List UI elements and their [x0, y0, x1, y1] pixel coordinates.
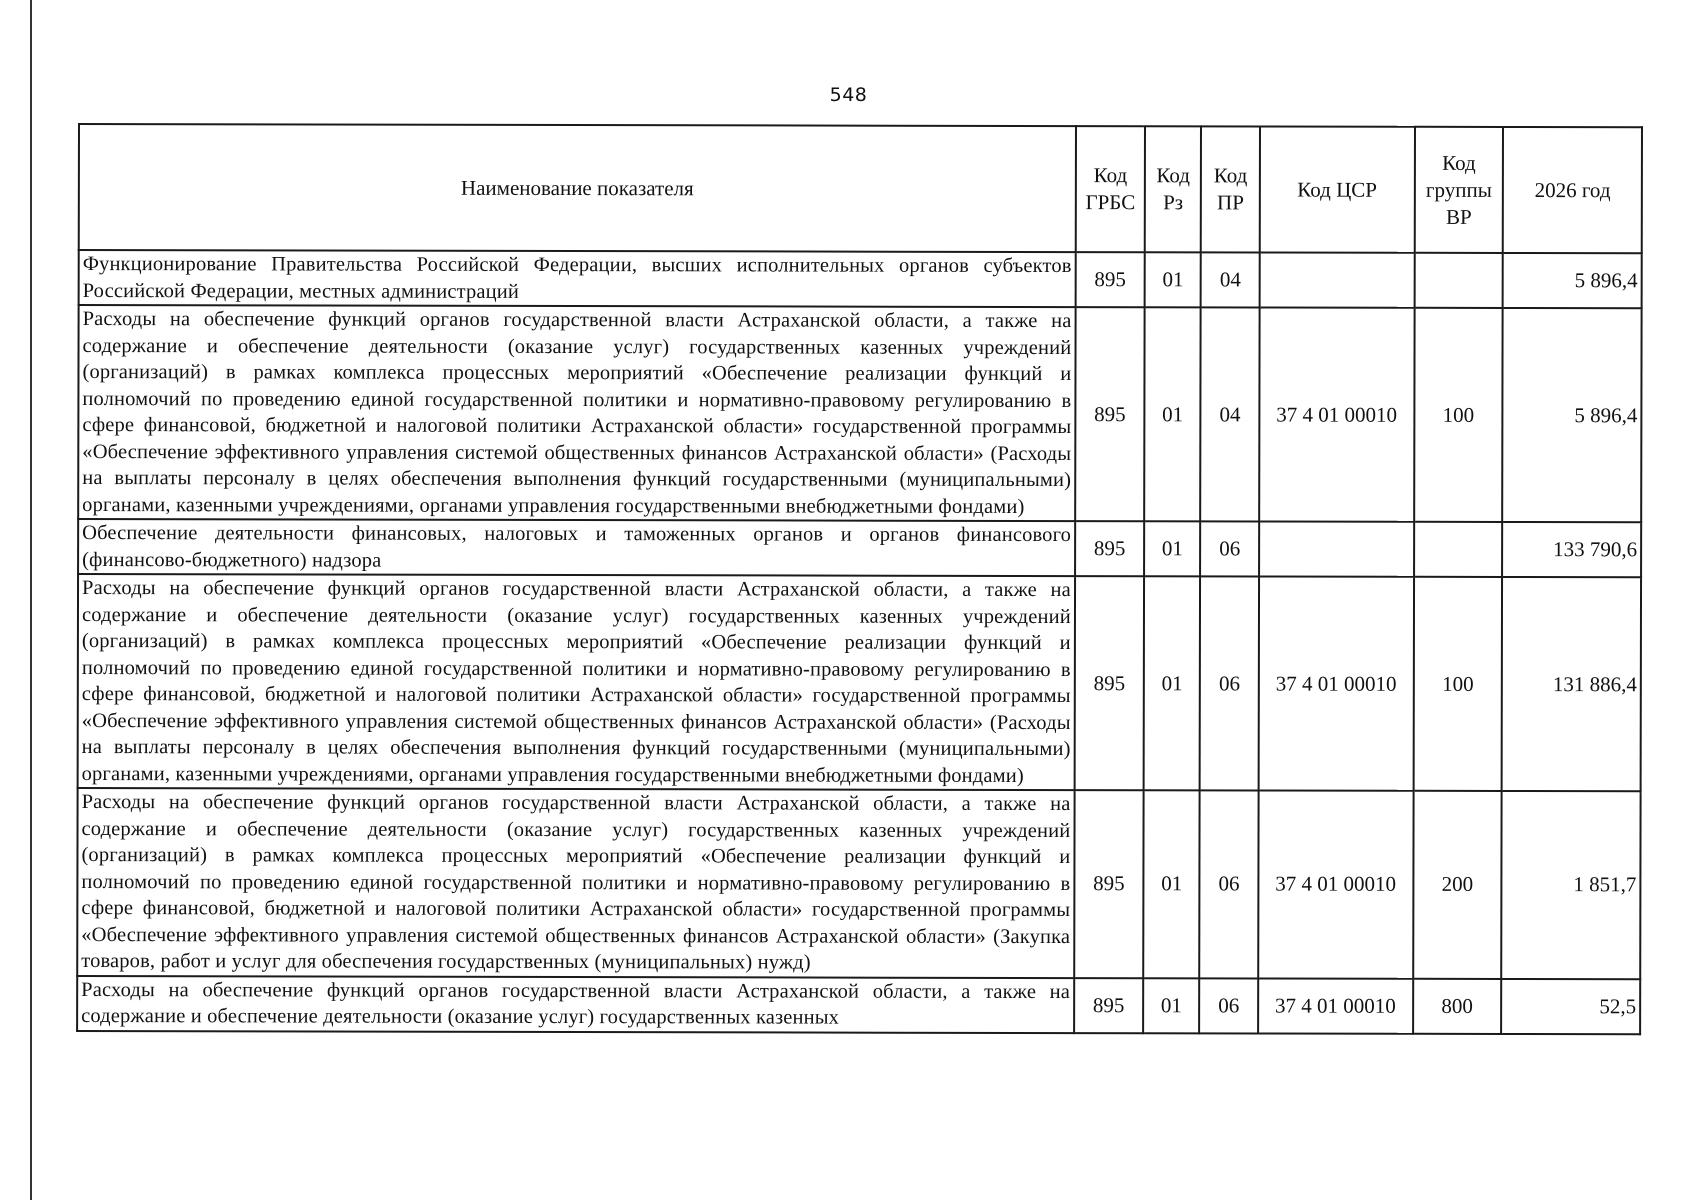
- page-number: 548: [829, 84, 868, 106]
- row-vr: 800: [1413, 978, 1502, 1033]
- row-csr: [1259, 252, 1414, 307]
- row-amount: 5 896,4: [1503, 308, 1642, 522]
- page-margin-line: [30, 0, 32, 1200]
- row-name-text: Расходы на обеспечение функций органов государственной власти Астраханской области, а также на содержание и обеспечение деятельности (оказание услуг) государственных казенных: [81, 978, 1071, 1029]
- row-pr: 06: [1200, 576, 1259, 790]
- table-row: [78, 574, 1641, 791]
- header-year: 2026 год: [1503, 127, 1642, 253]
- row-csr: 37 4 01 00010: [1258, 576, 1413, 790]
- row-pr: 06: [1200, 521, 1259, 576]
- row-amount: 1 851,7: [1502, 791, 1641, 979]
- row-vr: 100: [1413, 577, 1502, 791]
- row-vr: 200: [1413, 791, 1502, 979]
- row-pr: 06: [1200, 978, 1259, 1033]
- row-name: Обеспечение деятельности финансовых, налоговых и таможенных органов и органов финансового (финансово-бюджетного) надзора: [78, 519, 1075, 576]
- row-grbs: 895: [1075, 521, 1144, 576]
- row-pr: 04: [1201, 252, 1260, 307]
- row-name: Расходы на обеспечение функций органов государственной власти Астраханской области, а также на содержание и обеспечение деятельности (оказание услуг) государственных казенных учреждений (организаций) в рамках комплекса процессных мероприятий «Обеспечение реализации функций и полномочий по проведению единой государственной политики и нормативно-правовому регулированию в сфере финансовой, бюджетной и налоговой политики Астраханской области» государственной программы «Обеспечение эффективного управления системой общественных финансов Астраханской области» (Расходы на выплаты персоналу в целях обеспечения выполнения функций государственными (муниципальными) органами, казенными учреждениями, органами управления государственными внебюджетными фондами): [78, 305, 1075, 521]
- row-amount: 5 896,4: [1503, 253, 1642, 308]
- row-rz: 01: [1144, 521, 1200, 576]
- row-grbs: 895: [1074, 790, 1144, 978]
- header-csr: Код ЦСР: [1260, 126, 1415, 252]
- header-vr: Код группы ВР: [1414, 127, 1503, 253]
- header-name: Наименование показателя: [79, 124, 1076, 252]
- table-row: [77, 976, 1640, 1034]
- row-pr: 04: [1201, 307, 1260, 521]
- table-row: [78, 305, 1641, 522]
- row-grbs: 895: [1075, 307, 1145, 521]
- row-grbs: 895: [1074, 576, 1144, 790]
- row-rz: 01: [1144, 307, 1201, 521]
- table-header-row: [79, 124, 1642, 253]
- table-row: [78, 519, 1641, 577]
- header-grbs: Код ГРБС: [1076, 126, 1146, 252]
- row-amount: 52,5: [1502, 978, 1641, 1033]
- row-name-truncated: [77, 976, 1074, 1033]
- header-pr: Код ПР: [1201, 126, 1260, 252]
- row-csr: 37 4 01 00010: [1259, 307, 1414, 521]
- row-vr: [1414, 253, 1503, 308]
- row-pr: 06: [1200, 790, 1259, 978]
- row-name: Функционирование Правительства Российской Федерации, высших исполнительных органов субъектов Российской Федерации, местных администраций: [79, 250, 1076, 307]
- header-rz: Код Рз: [1145, 126, 1202, 252]
- row-grbs: 895: [1076, 252, 1145, 307]
- row-csr: 37 4 01 00010: [1258, 790, 1413, 978]
- row-rz: 01: [1145, 252, 1201, 307]
- row-amount: 133 790,6: [1502, 522, 1641, 577]
- row-vr: [1414, 522, 1503, 577]
- table-row: [77, 788, 1640, 979]
- row-vr: 100: [1414, 308, 1503, 522]
- row-rz: 01: [1144, 576, 1201, 790]
- row-grbs: 895: [1074, 978, 1143, 1033]
- table-row: [79, 250, 1642, 308]
- row-rz: 01: [1143, 790, 1200, 978]
- budget-table: [76, 123, 1643, 1035]
- row-name: Расходы на обеспечение функций органов государственной власти Астраханской области, а также на содержание и обеспечение деятельности (оказание услуг) государственных казенных учреждений (организаций) в рамках комплекса процессных мероприятий «Обеспечение реализации функций и полномочий по проведению единой государственной политики и нормативно-правовому регулированию в сфере финансовой, бюджетной и налоговой политики Астраханской области» государственной программы «Обеспечение эффективного управления системой общественных финансов Астраханской области» (Расходы на выплаты персоналу в целях обеспечения выполнения функций государственными (муниципальными) органами, казенными учреждениями, органами управления государственными внебюджетными фондами): [78, 574, 1075, 790]
- row-csr: [1259, 521, 1414, 576]
- row-rz: 01: [1143, 978, 1199, 1033]
- row-csr: 37 4 01 00010: [1258, 978, 1413, 1033]
- row-amount: 131 886,4: [1502, 577, 1641, 791]
- row-name: Расходы на обеспечение функций органов государственной власти Астраханской области, а также на содержание и обеспечение деятельности (оказание услуг) государственных казенных учреждений (организаций) в рамках комплекса процессных мероприятий «Обеспечение реализации функций и полномочий по проведению единой государственной политики и нормативно-правовому регулированию в сфере финансовой, бюджетной и налоговой политики Астраханской области» государственной программы «Обеспечение эффективного управления системой общественных финансов Астраханской области» (Закупка товаров, работ и услуг для обеспечения государственных (муниципальных) нужд): [77, 788, 1074, 978]
